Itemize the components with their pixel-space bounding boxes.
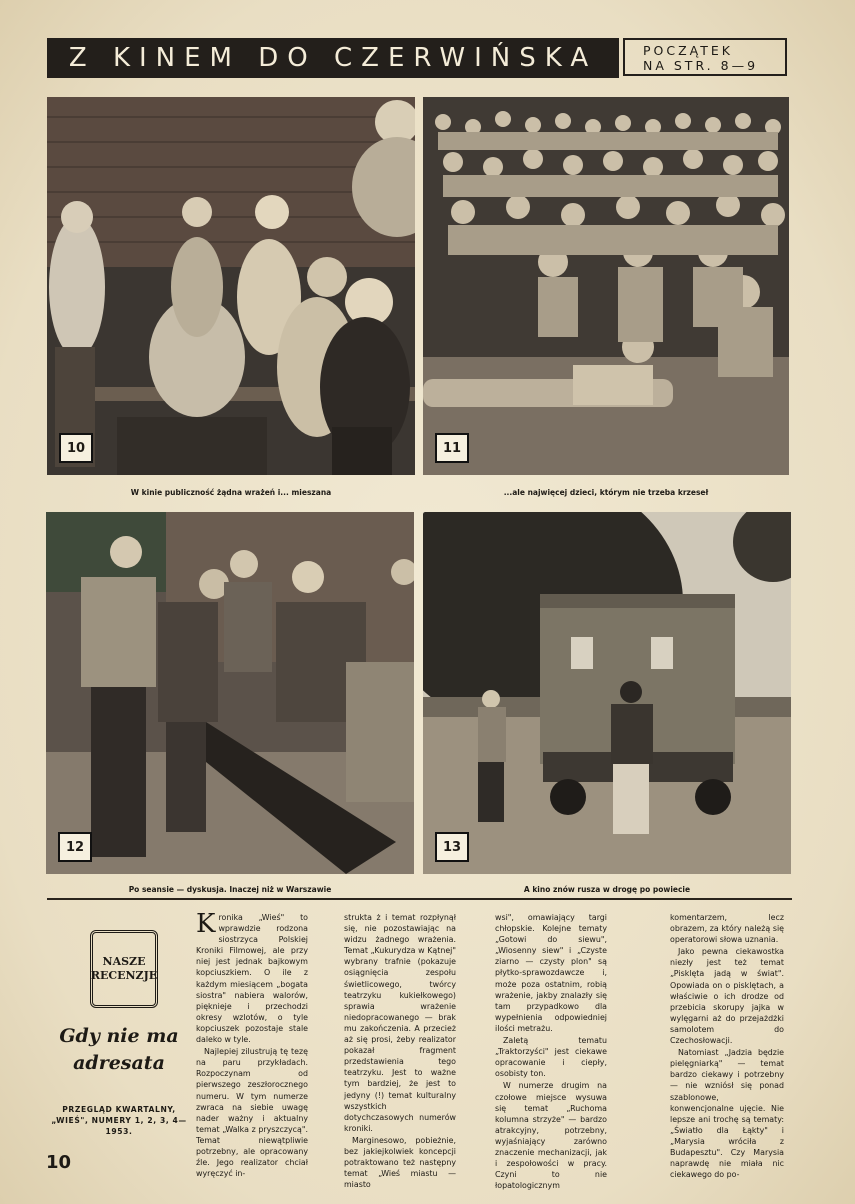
article-column-1 [196, 909, 308, 1180]
article-paragraph: Jako pewna ciekawostka niezły jest też temat „Pisklęta jadą w świat". Opowiada on o pisklętach, a właściwie o ich drodze od przebicia skorupy jajka w wylęgarni aż do przejażdżki samolotem do Czechosłowacji. [670, 947, 784, 1046]
article-column-4 [670, 912, 784, 1181]
article-paragraph: komentarzem, lecz obrazem, za który należą się operatorowi słowa uznania. [670, 913, 784, 945]
continuation-note [623, 38, 787, 76]
photo-number-13: 13 [435, 832, 469, 862]
section-divider [47, 898, 792, 900]
photo-10-image [47, 97, 415, 475]
page-number: 10 [46, 1152, 72, 1173]
continuation-line-2: NA STR. 8—9 [643, 58, 759, 73]
caption-11: ...ale najwięcej dzieci, którym nie trzeba krzeseł [503, 488, 709, 497]
photo-12 [46, 512, 414, 874]
photo-13 [423, 512, 791, 874]
review-source: PRZEGLĄD KWARTALNY, „WIEŚ", NUMERY 1, 2, 3, 4— 1953. [51, 1105, 187, 1136]
logo-line-1: NASZE [102, 955, 146, 968]
dropcap: K [196, 909, 216, 939]
continuation-line-1: POCZĄTEK [643, 43, 733, 58]
photo-number-11: 11 [435, 433, 469, 463]
photo-number-10: 10 [59, 433, 93, 463]
article-paragraph: Najlepiej zilustrują tę tezę na paru przykładach. Rozpoczynam od pierwszego zeszłorocznego numeru. W tym numerze zwraca na siebie uwagę nader ważny i aktualny temat „Walka z pryszczycą". Temat niewątpliwie potrzebny, ale opracowany źle. Jego realizator chciał wyręczyć in- [196, 1047, 308, 1179]
photo-13-image [423, 512, 791, 874]
article-paragraph [196, 909, 308, 1045]
photo-12-image [46, 512, 414, 874]
article-paragraph-text: ronika „Wieś" to wprawdzie rodzona siostrzyca Polskiej Kroniki Filmowej, ale przy niej jest jednak bajkowym kopciuszkiem. O ile z każdym miesiącem „bogata siostra" nabiera walorów, pięknieje i przechodzi okresy wzlotów, o tyle kopciuszek pozostaje stale daleko w tyle. [196, 913, 308, 1045]
section-title: Z KINEM DO CZERWIŃSKA [47, 38, 619, 78]
caption-10: W kinie publiczność żądna wrażeń i... mieszana [130, 488, 332, 497]
nasze-recenzje-logo [90, 930, 158, 1008]
article-paragraph: Marginesowo, pobieżnie, bez jakiejkolwiek koncepcji potraktowano też następny temat „Wieś miastu — miasto [344, 1135, 456, 1190]
photo-10 [47, 97, 415, 475]
article-paragraph: wsi", omawiający targi chłopskie. Kolejne tematy „Gotowi do siewu", „Wiosenny siew" i „Czyste ziarno — czysty plon" są płytko-sprawozdawcze i, może poza ostatnim, robią wrażenie, jakby znalazły się tam przypadkowo dla wypełnienia odpowiedniej ilości metrażu. [495, 913, 607, 1033]
article-paragraph: Natomiast „Jadzia będzie pielęgniarką" — temat bardzo ciekawy i potrzebny — nie wzniósł się ponad szablonowe, konwencjonalne ujęcie. Nie lepsze ani trochę są tematy: „Światło dla Łąkty" i „Marysia wróciła z Budapesztu". Czy Marysia naprawdę nie miała nic ciekawego do po- [670, 1048, 784, 1180]
caption-12: Po seansie — dyskusja. Inaczej niż w Warszawie [128, 885, 332, 894]
review-title: Gdy nie ma adresata [59, 1025, 179, 1074]
photo-11 [423, 97, 789, 475]
logo-line-2: RECENZJE [90, 969, 158, 982]
article-column-3 [495, 912, 607, 1192]
article-paragraph: Zaletą tematu „Traktorzyści" jest ciekawe opracowanie i ciepły, osobisty ton. [495, 1036, 607, 1079]
photo-11-image [423, 97, 789, 475]
article-paragraph: W numerze drugim na czołowe miejsce wysuwa się temat „Ruchoma kolumna strzyże" — bardzo atrakcyjny, potrzebny, wyjaśniający zarówno znaczenie mechanizacji, jak i zespołowości w pracy. Czyni to nie łopatologicznym [495, 1081, 607, 1191]
caption-13: A kino znów rusza w drogę po powiecie [523, 885, 691, 894]
article-paragraph: strukta ż i temat rozpłynął się, nie pozostawiając na widzu żadnego wrażenia. Temat „Kukurydza w Kątnej" wybrany trafnie (pokazuje osiągnięcia zespołu świetlicowego, twórcy teatrzyku kukiełkowego) sprawia wrażenie niedopracowanego — brak mu zakończenia. A przecież aż się prosi, żeby realizator pokazał fragment przedstawienia tego teatrzyku. Jest to ważne tym bardziej, że jest to jedyny (!) temat kulturalny wszystkich dotychczasowych numerów kroniki. [344, 913, 456, 1133]
photo-number-12: 12 [58, 832, 92, 862]
article-column-2 [344, 912, 456, 1191]
